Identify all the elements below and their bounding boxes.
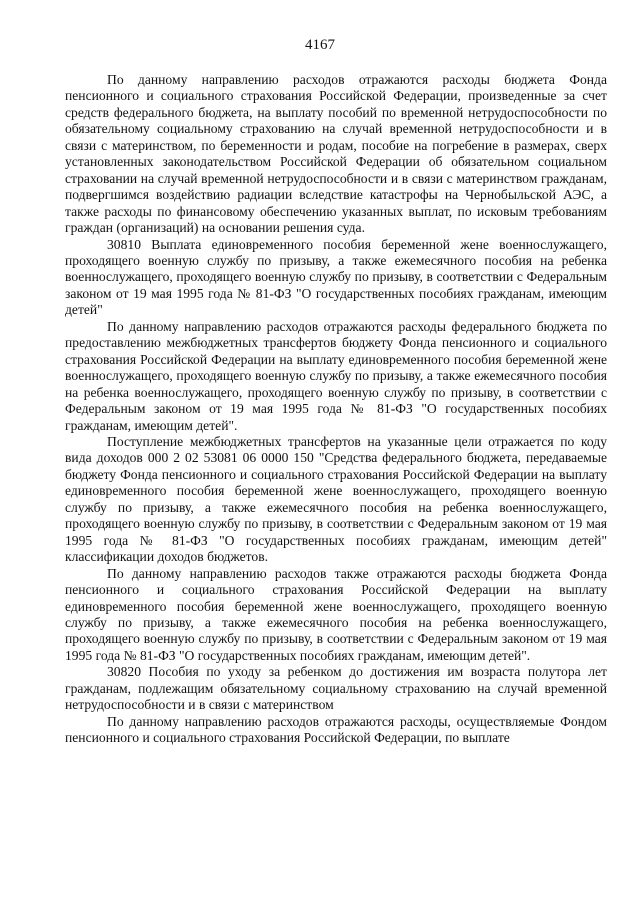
document-body	[65, 72, 607, 747]
paragraph-code-30820-heading: 30820 Пособия по уходу за ребенком до достижения им возраста полутора лет гражданам, подлежащим обязательному социальному страхованию на случай временной нетрудоспособности и в связи с материнством	[65, 664, 607, 713]
paragraph-fund-payments: По данному направлению расходов также отражаются расходы бюджета Фонда пенсионного и социального страхования Российской Федерации на выплату единовременного пособия беременной жене военнослужащего, проходящего военную службу по призыву, а также ежемесячного пособия на ребенка военнослужащего, проходящего военную службу по призыву, в соответствии с Федеральным законом от 19 мая 1995 года № 81-ФЗ "О государственных пособиях гражданам, имеющим детей".	[65, 565, 607, 663]
paragraph-fund-expenses: По данному направлению расходов отражаются расходы бюджета Фонда пенсионного и социального страхования Российской Федерации, произведенные за счет средств федерального бюджета, на выплату пособий по временной нетрудоспособности по обязательному социальному страхованию на случай временной нетрудоспособности и в связи с материнством, по беременности и родам, пособие на погребение в размерах, сверх установленных законодательством Российской Федерации об обязательном социальном страховании на случай временной нетрудоспособности и в связи с материнством гражданам, подвергшимся воздействию радиации вследствие катастрофы на Чернобыльской АЭС, а также расходы по финансовому обеспечению указанных выплат, по исковым требованиям граждан (организаций) на основании решения суда.	[65, 72, 607, 236]
paragraph-childcare-expenses: По данному направлению расходов отражаются расходы, осуществляемые Фондом пенсионного и социального страхования Российской Федерации, по выплате	[65, 713, 607, 746]
paragraph-code-30810-heading: 30810 Выплата единовременного пособия беременной жене военнослужащего, проходящего военную службу по призыву, а также ежемесячного пособия на ребенка военнослужащего, проходящего военную службу по призыву, в соответствии с Федеральным законом от 19 мая 1995 года № 81-ФЗ "О государственных пособиях гражданам, имеющим детей"	[65, 236, 607, 318]
paragraph-federal-transfers: По данному направлению расходов отражаются расходы федерального бюджета по предоставлению межбюджетных трансфертов бюджету Фонда пенсионного и социального страхования Российской Федерации на выплату единовременного пособия беременной жене военнослужащего, проходящего военную службу по призыву, а также ежемесячного пособия на ребенка военнослужащего, проходящего военную службу по призыву, в соответствии с Федеральным законом от 19 мая 1995 года № 81-ФЗ "О государственных пособиях гражданам, имеющим детей".	[65, 318, 607, 433]
paragraph-revenue-code: Поступление межбюджетных трансфертов на указанные цели отражается по коду вида доходов 000 2 02 53081 06 0000 150 "Средства федерального бюджета, передаваемые бюджету Фонда пенсионного и социального страхования Российской Федерации на выплату единовременного пособия беременной жене военнослужащего, проходящего военную службу по призыву, а также ежемесячного пособия на ребенка военнослужащего, проходящего военную службу по призыву, в соответствии с Федеральным законом от 19 мая 1995 года № 81-ФЗ "О государственных пособиях гражданам, имеющим детей" классификации доходов бюджетов.	[65, 433, 607, 565]
page-number: 4167	[305, 37, 335, 53]
